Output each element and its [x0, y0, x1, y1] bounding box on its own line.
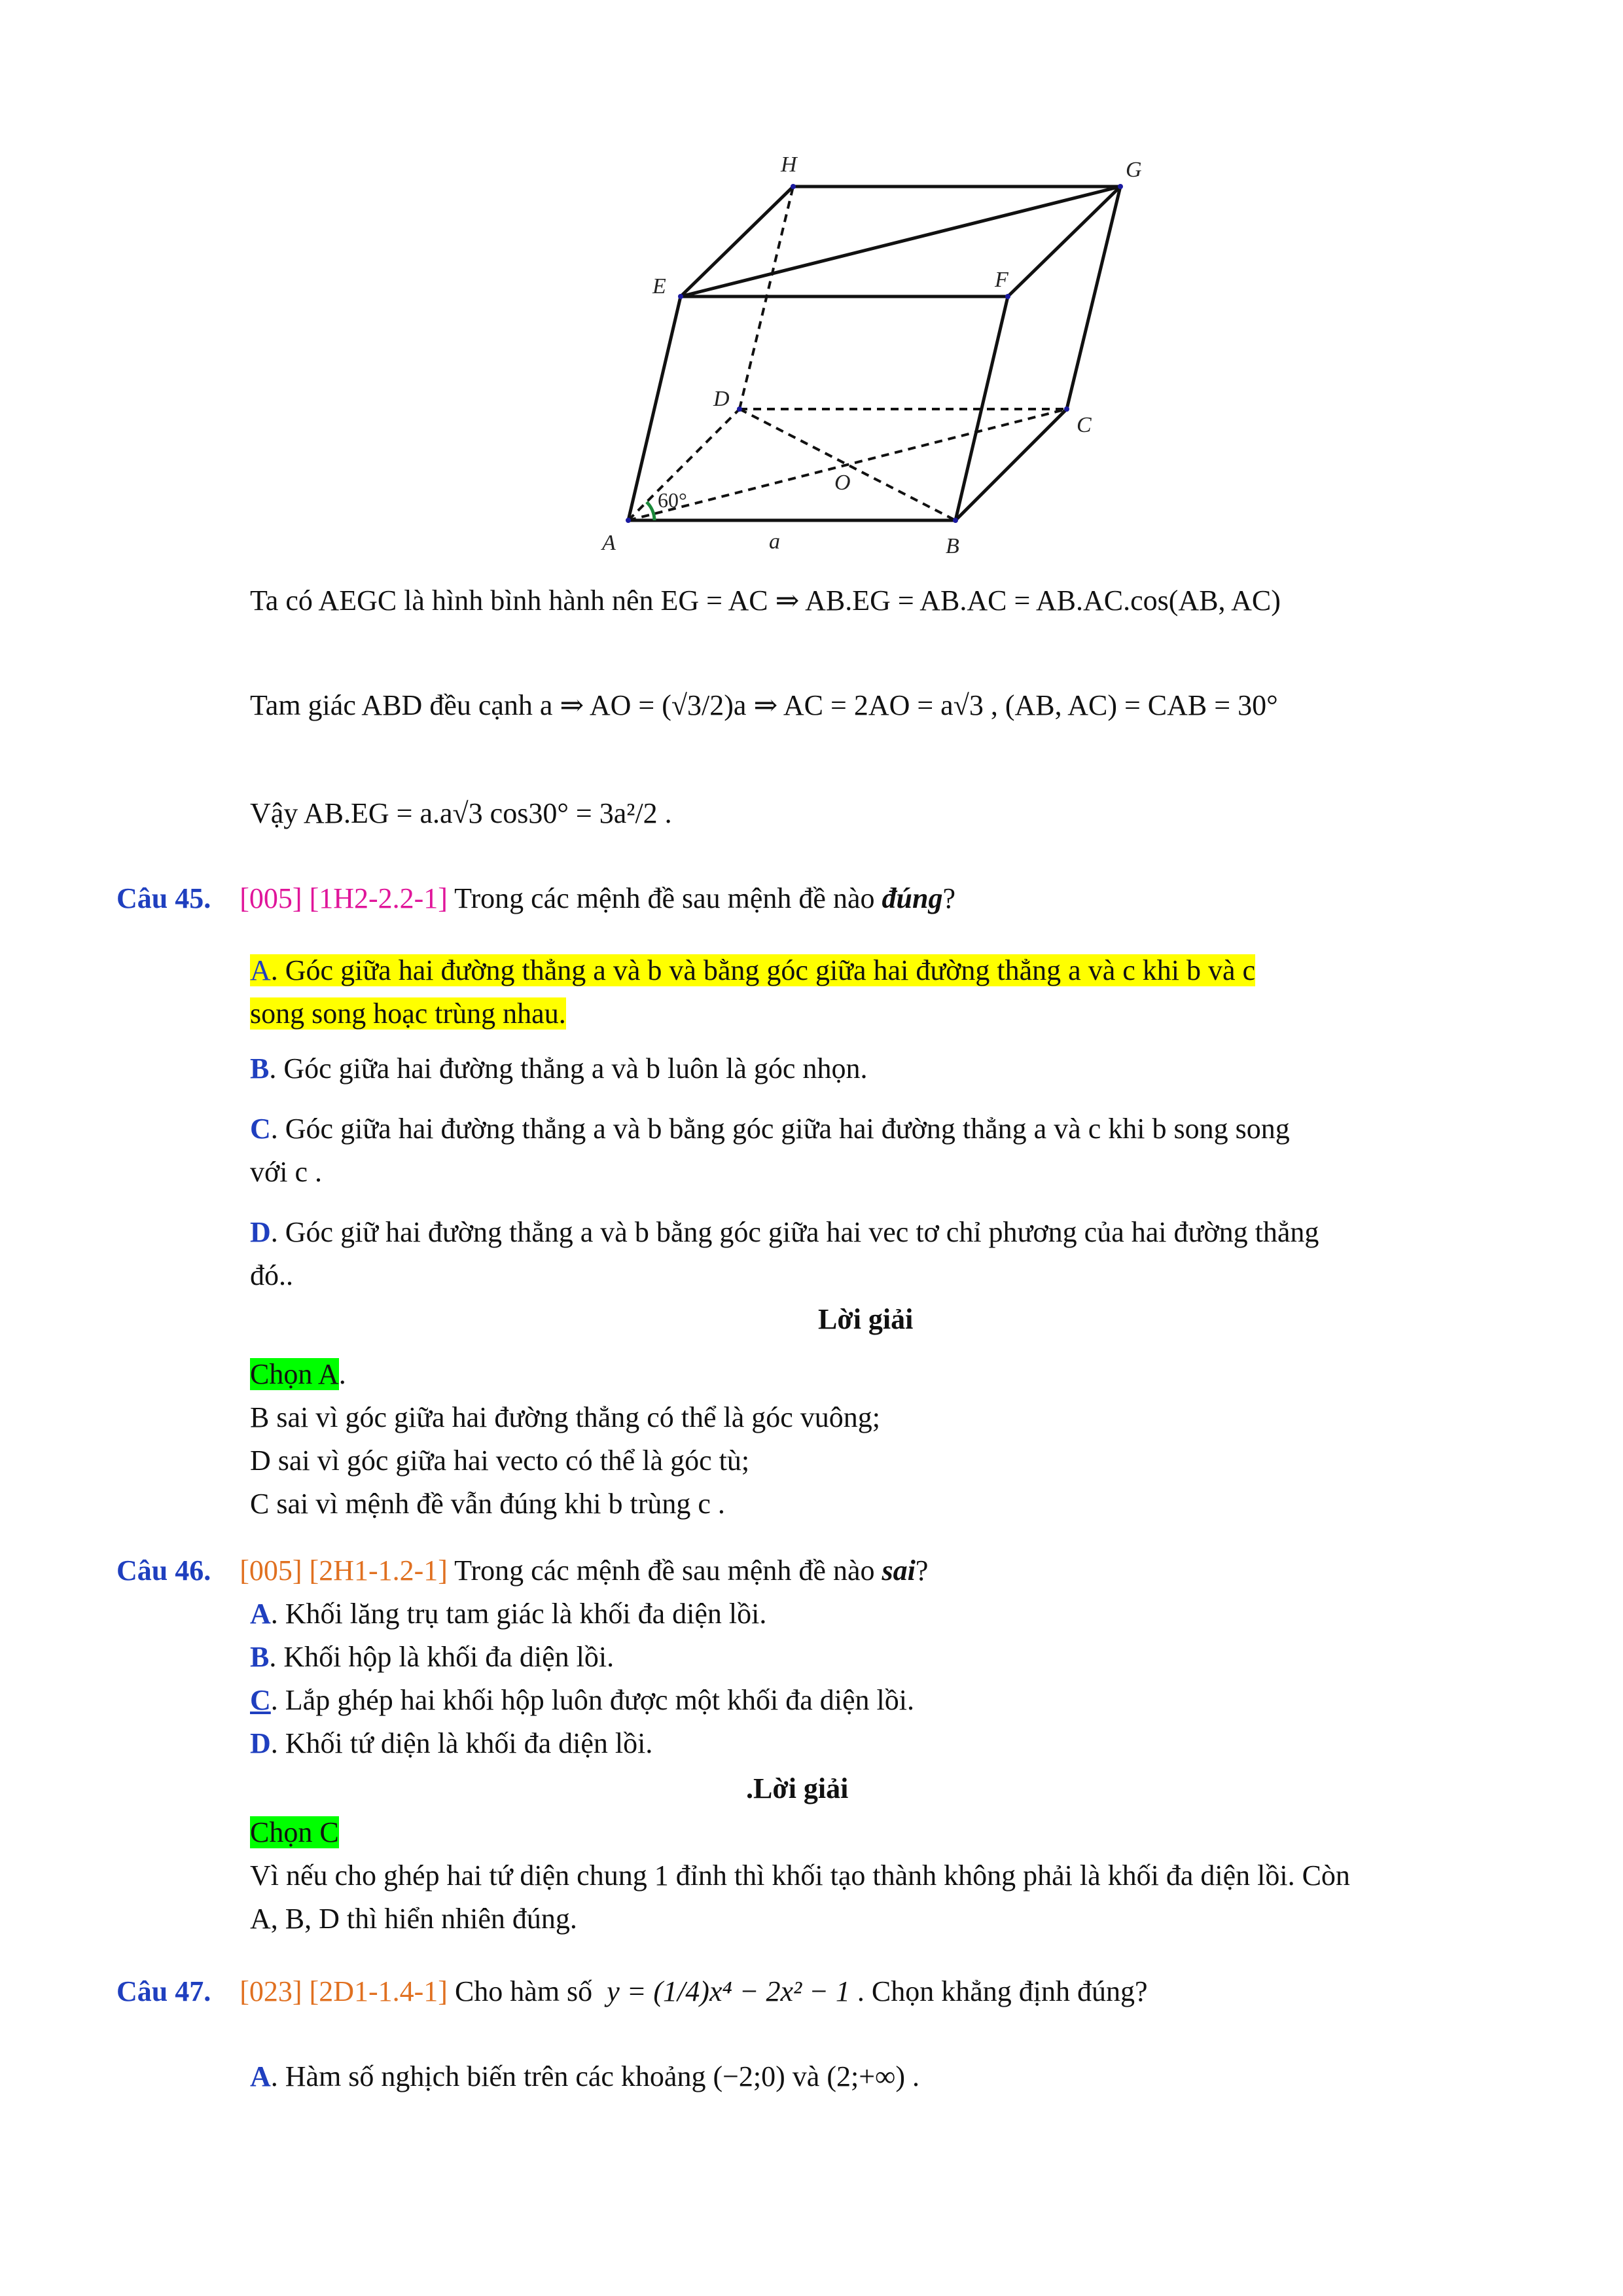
- reason-line-1: B sai vì góc giữa hai đường thẳng có thể là góc vuông;: [250, 1401, 880, 1433]
- parallelepiped-figure: [589, 144, 1178, 563]
- edge-EH: [681, 187, 793, 296]
- question-stem: Trong các mệnh đề sau mệnh đề nào: [454, 882, 875, 914]
- diag-AC: [628, 409, 1067, 520]
- function-formula: y = (1/4)x⁴ − 2x² − 1: [607, 1975, 850, 2007]
- solution-title: Lời giải: [818, 1303, 914, 1335]
- option-C[interactable]: C. Góc giữa hai đường thẳng a và b bằng góc giữa hai đường thẳng a và c khi b song song: [250, 1113, 1290, 1145]
- vertex-D: D: [713, 387, 730, 411]
- angle-label: 60°: [658, 488, 687, 512]
- question-47-header: Câu 47. [023] [2D1-1.4-1] Cho hàm số y = (1/4)x⁴ − 2x² − 1 . Chọn khẳng định đúng?: [116, 1975, 1148, 2007]
- question-emphasis: sai: [882, 1554, 916, 1587]
- answer-choice: Chọn C: [250, 1816, 339, 1848]
- question-tag: [005] [2H1-1.2-1]: [240, 1554, 448, 1587]
- diag-EG: [681, 187, 1120, 296]
- question-stem: Trong các mệnh đề sau mệnh đề nào: [454, 1554, 875, 1587]
- reason-line-2: A, B, D thì hiển nhiên đúng.: [250, 1903, 577, 1935]
- vertex-H: H: [781, 152, 797, 177]
- option-B[interactable]: B. Khối hộp là khối đa diện lồi.: [250, 1641, 615, 1673]
- center-O: O: [834, 471, 851, 495]
- solution-title: .Lời giải: [746, 1772, 849, 1804]
- question-number: Câu 45.: [116, 882, 211, 914]
- question-number: Câu 47.: [116, 1975, 211, 2007]
- question-emphasis: đúng: [882, 882, 943, 914]
- question-tag-code: [1H2-2.2-1]: [309, 882, 448, 914]
- vertex-F: F: [995, 268, 1008, 292]
- edge-FG: [1008, 187, 1120, 296]
- solution-line-3: Vậy AB.EG = a.a√3 cos30° = 3a²/2 .: [250, 797, 672, 829]
- option-C[interactable]: C. Lắp ghép hai khối hộp luôn được một khối đa diện lồi.: [250, 1684, 914, 1716]
- option-C-cont: với c .: [250, 1156, 323, 1188]
- option-D[interactable]: D. Khối tứ diện là khối đa diện lồi.: [250, 1727, 653, 1759]
- option-D[interactable]: D. Góc giữ hai đường thẳng a và b bằng góc giữa hai vec tơ chỉ phương của hai đường thẳng: [250, 1216, 1319, 1248]
- angle-arc: [647, 502, 654, 520]
- edge-BC: [955, 409, 1067, 520]
- option-A[interactable]: A. Khối lăng trụ tam giác là khối đa diện lồi.: [250, 1598, 767, 1630]
- solution-line-2: Tam giác ABD đều cạnh a ⇒ AO = (√3/2)a ⇒ AC = 2AO = a√3 , (AB, AC) = CAB = 30°: [250, 689, 1278, 721]
- reason-line-3: C sai vì mệnh đề vẫn đúng khi b trùng c .: [250, 1488, 725, 1520]
- reason-line-2: D sai vì góc giữa hai vecto có thể là góc tù;: [250, 1444, 750, 1477]
- option-A-cont: song song hoạc trùng nhau.: [250, 997, 566, 1030]
- edge-CG: [1067, 187, 1120, 409]
- edge-label-a: a: [769, 529, 780, 554]
- vertex-A: A: [602, 531, 616, 555]
- option-A[interactable]: A. Hàm số nghịch biến trên các khoảng (−2;0) và (2;+∞) .: [250, 2060, 920, 2092]
- question-46-header: Câu 46. [005] [2H1-1.2-1] Trong các mệnh đề sau mệnh đề nào sai?: [116, 1554, 929, 1587]
- vertex-G: G: [1126, 158, 1142, 182]
- vertex-E: E: [652, 274, 666, 298]
- question-45-header: Câu 45. [005] [1H2-2.2-1] Trong các mệnh đề sau mệnh đề nào đúng?: [116, 882, 955, 914]
- option-A[interactable]: A. Góc giữa hai đường thẳng a và b và bằng góc giữa hai đường thẳng a và c khi b và c: [250, 954, 1256, 986]
- vertex-C: C: [1077, 413, 1092, 437]
- question-tag-id: [005]: [240, 882, 302, 914]
- edge-AE: [628, 296, 681, 520]
- solution-line-1: Ta có AEGC là hình bình hành nên EG = AC ⇒ AB.EG = AB.AC = AB.AC.cos(AB, AC): [250, 584, 1281, 617]
- question-tag: [023] [2D1-1.4-1]: [240, 1975, 448, 2007]
- reason-line-1: Vì nếu cho ghép hai tứ diện chung 1 đỉnh thì khối tạo thành không phải là khối đa diện lồi. Còn: [250, 1859, 1350, 1892]
- question-stem: Cho hàm số: [454, 1975, 593, 2007]
- option-B[interactable]: B. Góc giữa hai đường thẳng a và b luôn là góc nhọn.: [250, 1052, 868, 1085]
- vertex-B: B: [946, 534, 959, 558]
- question-number: Câu 46.: [116, 1554, 211, 1587]
- option-D-cont: đó..: [250, 1259, 293, 1291]
- answer-choice: Chọn A.: [250, 1358, 346, 1390]
